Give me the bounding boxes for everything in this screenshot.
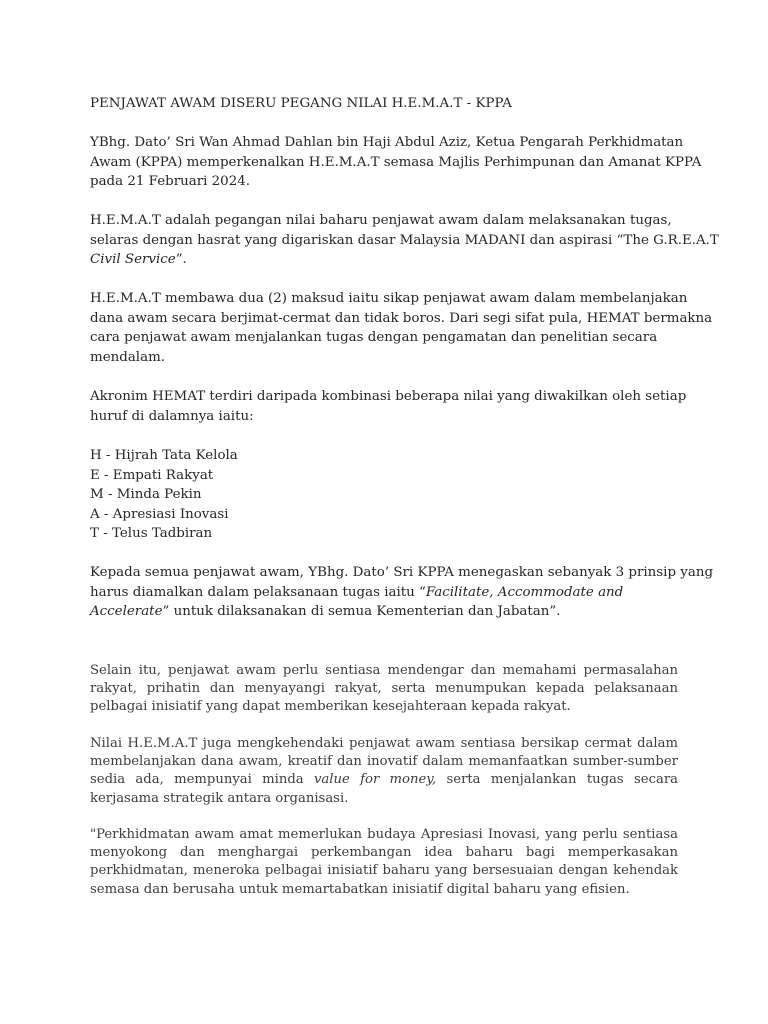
paragraph-text: Nilai H.E.M.A.T juga mengkehendaki penjawat awam sentiasa bersikap cermat dalam membelanjakan dana awam, kreatif dan inovatif dalam memanfaatkan sumber-sumber sedia ada, mempunyai minda	[90, 736, 678, 788]
italic-term: Accelerate	[90, 604, 163, 619]
paragraph-line	[90, 583, 713, 603]
paragraph-line	[90, 250, 719, 270]
italic-term: Facilitate, Accommodate and	[425, 584, 624, 600]
paragraph-principles	[90, 563, 713, 622]
paragraph-line: dana awam secara berjimat-cermat dan tidak boros. Dari segi sifat pula, HEMAT bermakna	[90, 310, 713, 326]
list-item: H - Hijrah Tata Kelola	[90, 448, 238, 463]
paragraph-line: H.E.M.A.T membawa dua (2) maksud iaitu sikap penjawat awam dalam membelanjakan	[90, 291, 688, 306]
paragraph-text: serta menjalankan tugas secara kerjasama strategik antara organisasi.	[90, 772, 678, 806]
title-text: PENJAWAT AWAM DISERU PEGANG NILAI H.E.M.A.T - KPPA	[90, 96, 512, 111]
paragraph-hemat-definition	[90, 211, 719, 270]
paragraph-line: huruf di dalamnya iaitu:	[90, 408, 254, 424]
list-item: E - Empati Rakyat	[90, 467, 214, 483]
paragraph-line: cara penjawat awam menjalankan tugas dengan pengamatan dan penelitian secara	[90, 330, 658, 345]
values-list	[90, 446, 238, 544]
paragraph-hemat-meaning	[90, 289, 712, 367]
paragraph-text: ” untuk dilaksanakan di semua Kementerian dan Jabatan”.	[162, 604, 561, 619]
paragraph-line	[90, 602, 713, 622]
paragraph-line: mendalam.	[90, 349, 166, 365]
paragraph-line: H.E.M.A.T adalah pegangan nilai baharu penjawat awam dalam melaksanakan tugas,	[90, 213, 672, 228]
paragraph-line: pada 21 Februari 2024.	[90, 174, 251, 189]
paragraph-acronym	[90, 387, 686, 426]
paragraph-text: ”.	[175, 252, 187, 267]
italic-term: Civil Service	[90, 252, 176, 267]
list-item: A - Apresiasi Inovasi	[90, 506, 229, 522]
paragraph-line: selaras dengan hasrat yang digariskan dasar Malaysia MADANI dan aspirasi “The G.R.E.A.T	[90, 232, 719, 248]
paragraph-text: harus diamalkan dalam pelaksanaan tugas iaitu “	[90, 584, 426, 600]
paragraph-listen-to-people: Selain itu, penjawat awam perlu sentiasa mendengar dan memahami permasalahan rakyat, prihatin dan menyayangi rakyat, serta menumpukan kepada pelaksanaan pelbagai inisiatif yang dapat memberikan kesejahteraan kepada rakyat.	[90, 663, 678, 715]
italic-term: value for money,	[313, 772, 437, 788]
paragraph-careful-spending	[90, 735, 678, 808]
paragraph-line: Kepada semua penjawat awam, YBhg. Dato’ Sri KPPA menegaskan sebanyak 3 prinsip yang	[90, 565, 714, 580]
paragraph-line: YBhg. Dato’ Sri Wan Ahmad Dahlan bin Haji Abdul Aziz, Ketua Pengarah Perkhidmatan	[90, 135, 684, 150]
paragraph-innovation-quote: "Perkhidmatan awam amat memerlukan budaya Apresiasi Inovasi, yang perlu sentiasa menyokong dan menghargai perkembangan idea baharu bagi memperkasakan perkhidmatan, meneroka pelbagai inisiatif baharu yang bersesuaian dengan kehendak semasa dan berusaha untuk memartabatkan inisiatif digital baharu yang efisien.	[90, 827, 678, 897]
paragraph-intro	[90, 133, 701, 192]
paragraph-line: Awam (KPPA) memperkenalkan H.E.M.A.T semasa Majlis Perhimpunan dan Amanat KPPA	[90, 154, 702, 170]
paragraph-line: Akronim HEMAT terdiri daripada kombinasi beberapa nilai yang diwakilkan oleh setiap	[90, 389, 687, 404]
document-title	[90, 94, 512, 114]
list-item: T - Telus Tadbiran	[90, 526, 213, 541]
list-item: M - Minda Pekin	[90, 487, 202, 502]
